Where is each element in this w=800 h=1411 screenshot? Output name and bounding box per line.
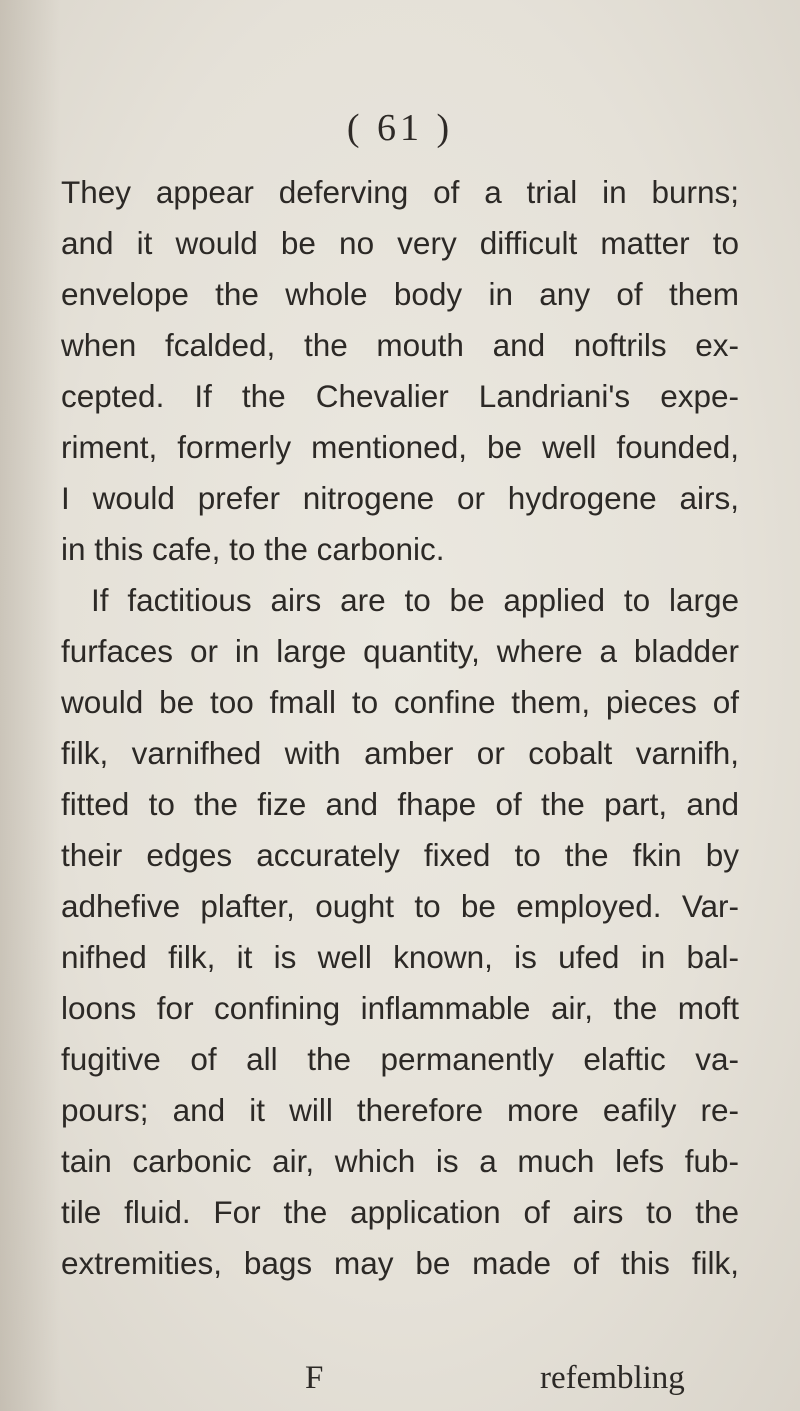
text-line: adhefive plafter, ought to be employed. Var- [61, 888, 739, 924]
text-line: pours; and it will therefore more eafily re- [61, 1092, 739, 1128]
text-line: tain carbonic air, which is a much lefs fub- [61, 1143, 739, 1179]
page-number: ( 61 ) [346, 107, 454, 149]
text-line: loons for confining inflammable air, the moft [61, 990, 739, 1026]
text-line: fitted to the fize and fhape of the part, and [61, 786, 739, 822]
text-line: nifhed filk, it is well known, is ufed in bal- [61, 939, 739, 975]
text-line: and it would be no very difficult matter to [61, 225, 739, 261]
text-line: I would prefer nitrogene or hydrogene airs, [61, 480, 739, 516]
text-line: would be too fmall to confine them, pieces of [61, 684, 739, 720]
text-line: cepted. If the Chevalier Landriani's expe- [61, 378, 739, 414]
page-footer [0, 1352, 800, 1404]
signature-mark: F [305, 1360, 324, 1396]
text-line: when fcalded, the mouth and noftrils ex- [61, 327, 739, 363]
text-line: their edges accurately fixed to the fkin by [61, 837, 739, 873]
text-line: in this cafe, to the carbonic. [61, 531, 445, 567]
text-line: filk, varnifhed with amber or cobalt varnifh, [61, 735, 739, 771]
text-line: envelope the whole body in any of them [61, 276, 739, 312]
text-line: They appear deferving of a trial in burns; [61, 174, 739, 210]
text-line: riment, formerly mentioned, be well founded, [61, 429, 739, 465]
text-line: fugitive of all the permanently elaftic va- [61, 1041, 739, 1077]
text-line: tile fluid. For the application of airs to the [61, 1194, 739, 1230]
text-line: If factitious airs are to be applied to large [91, 582, 739, 618]
text-line: furfaces or in large quantity, where a bladder [61, 633, 739, 669]
catchword: refembling [540, 1360, 685, 1396]
gutter-shadow [0, 0, 60, 1411]
text-line: extremities, bags may be made of this filk, [61, 1245, 739, 1281]
